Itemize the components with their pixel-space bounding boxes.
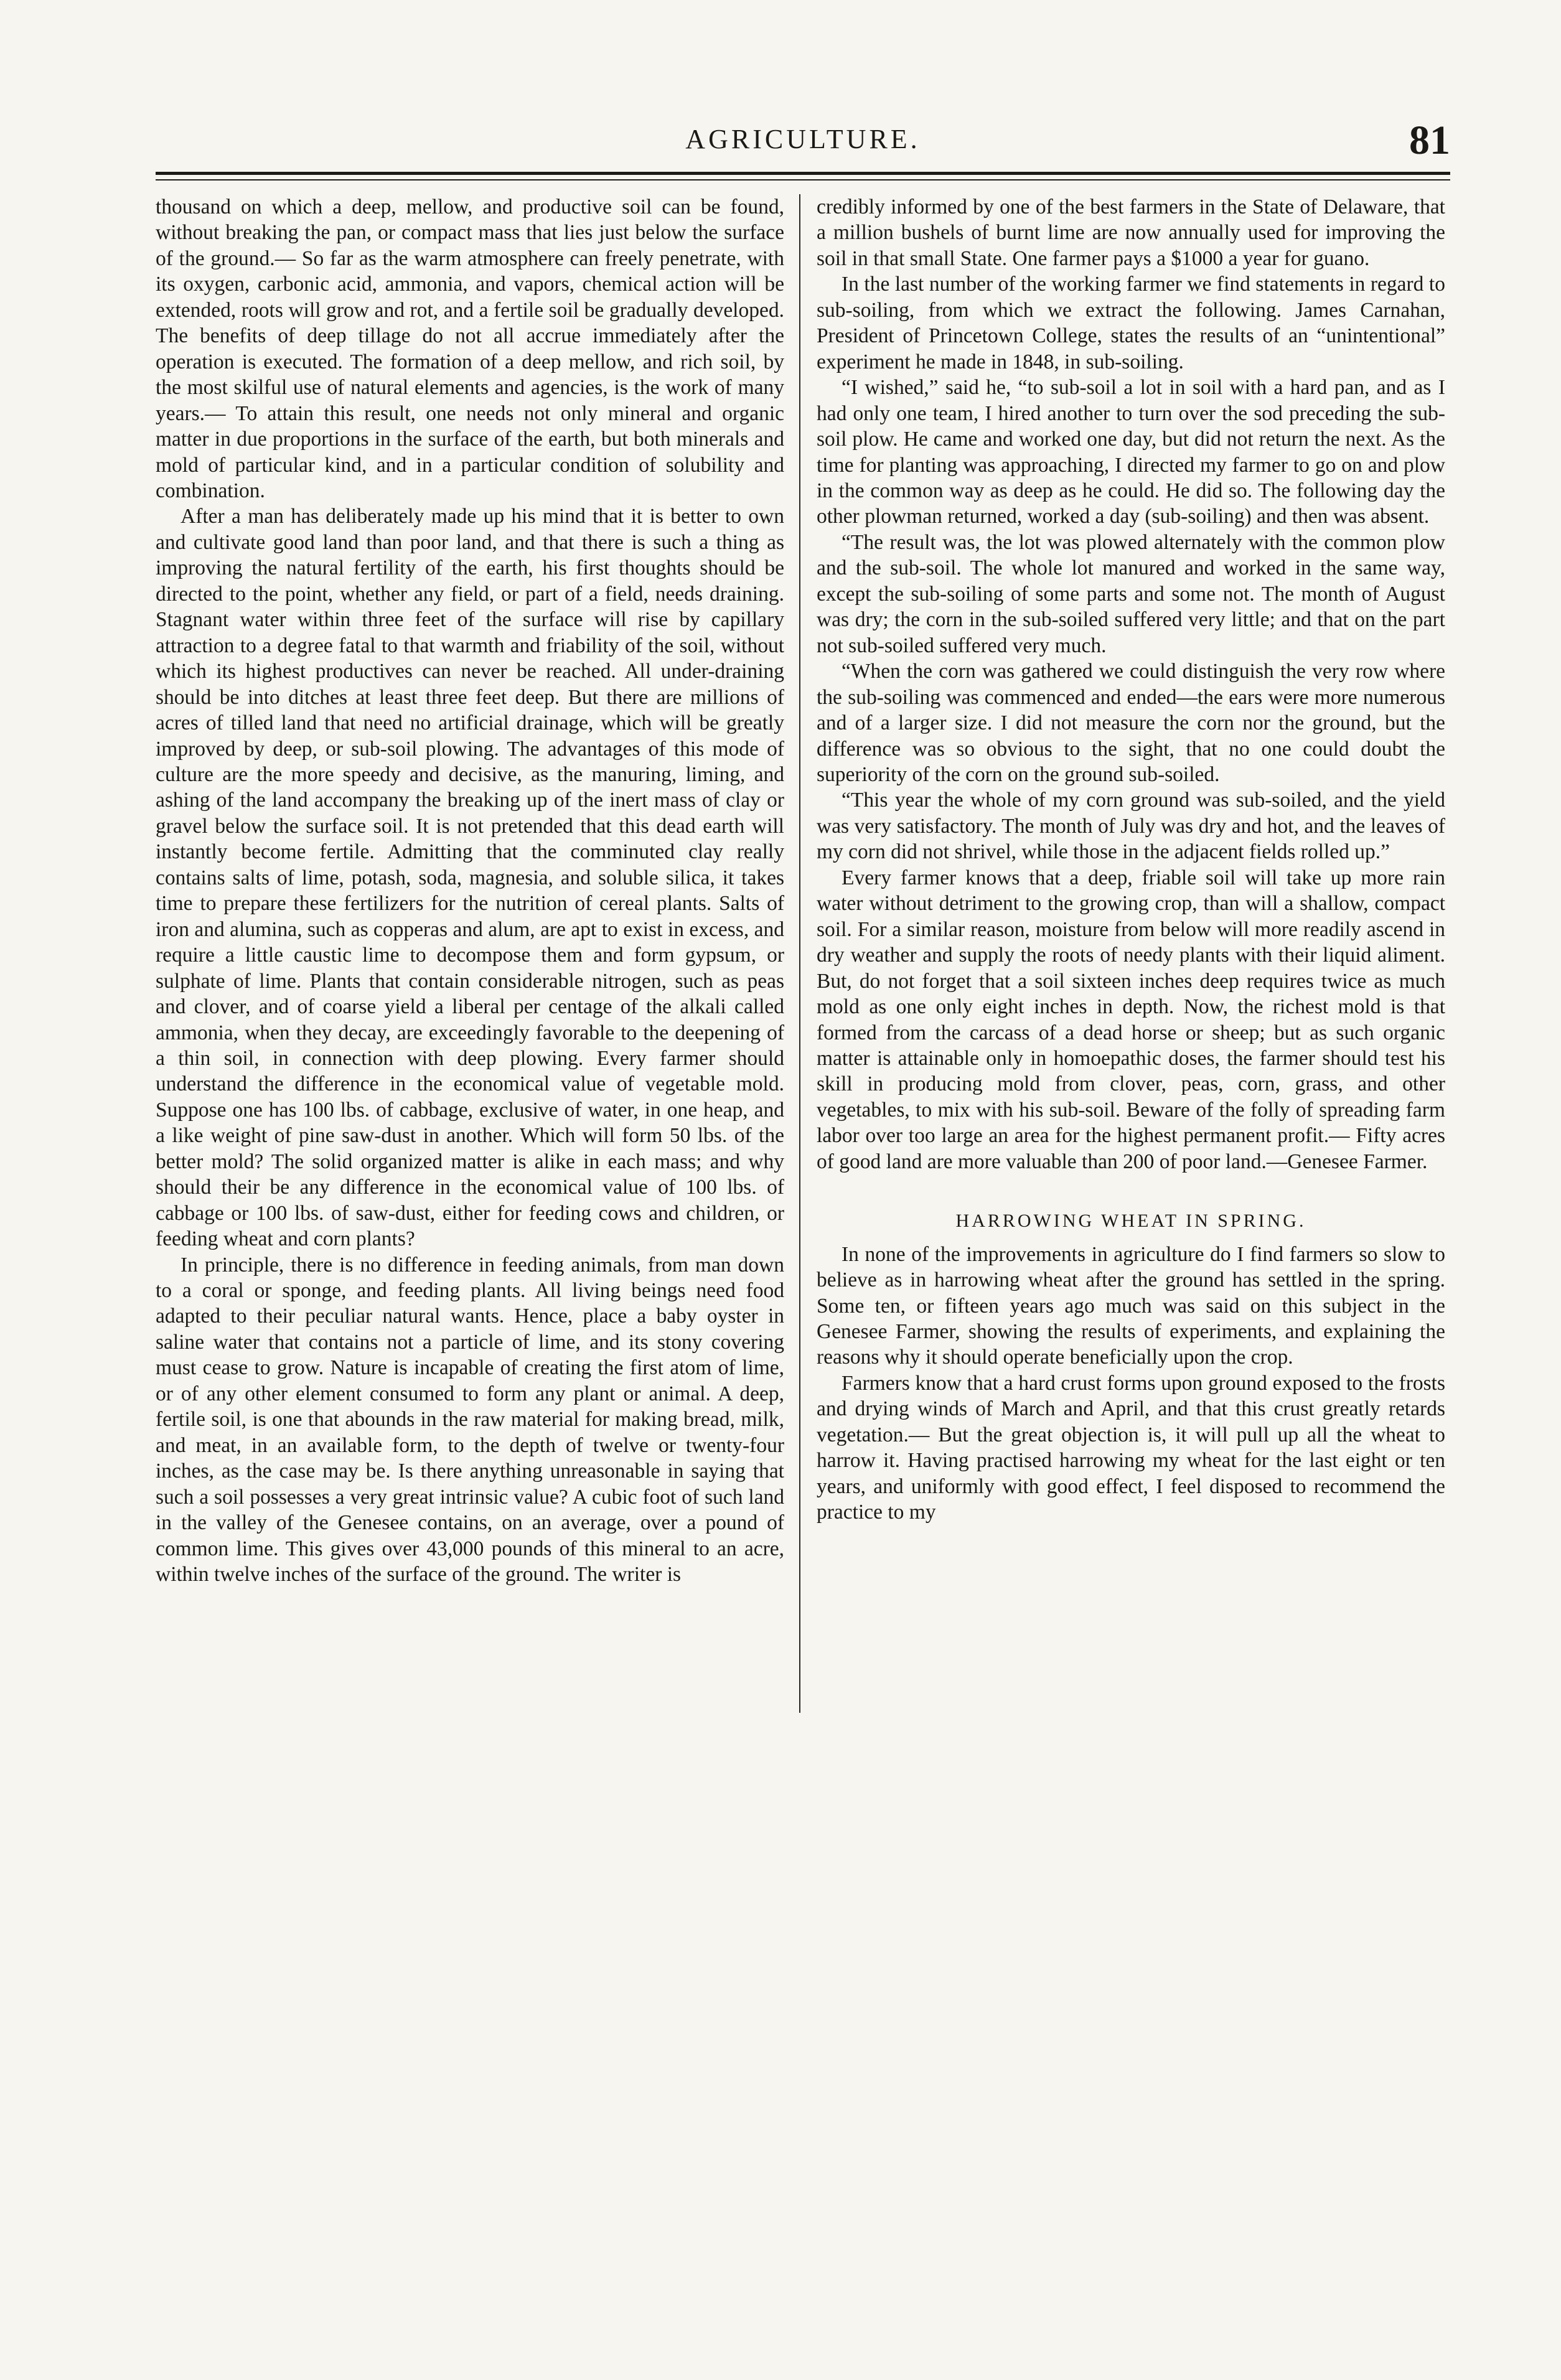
right-paragraph-3: “I wished,” said he, “to sub-soil a lot in soil with a hard pan, and as I had only one team, I hired another to turn over the sod preceding the sub-soil plow. He came and worked one day, but did not return the next. As the time for planting was approaching, I directed my farmer to go on and plow in the common way as deep as he could. He did so. The following day the other plowman returned, worked a day (sub-soiling) and then was absent.: [817, 376, 1445, 528]
left-paragraph-3: In principle, there is no difference in feeding animals, from man down to a coral or sponge, and feeding plants. All living beings need food adapted to their peculiar natural wants. Hence, place a baby oyster in saline water that contains not a particle of lime, and its stony covering must cease to grow. Nature is incapable of creating the first atom of lime, or of any other element consumed to form any plant or animal. A deep, fertile soil, is one that abounds in the raw material for making bread, milk, and meat, in an available form, to the depth of twelve or twenty-four inches, as the case may be. Is there anything unreasonable in saying that such a soil possesses a very great intrinsic value? A cubic foot of such land in the valley of the Genesee contains, on an average, over a pound of common lime. This gives over 43,000 pounds of this mineral to an acre, within twelve inches of the surface of the ground. The writer is: [156, 1253, 784, 1586]
section-heading: HARROWING WHEAT IN SPRING.: [955, 1211, 1306, 1232]
right-paragraph-2: In the last number of the working farmer we find statements in regard to sub-soiling, from which we extract the following. James Carnahan, President of Princetown College, states the results of an “unintentional” experiment he made in 1848, in sub-soiling.: [817, 273, 1445, 373]
right-paragraph-5: “When the corn was gathered we could distinguish the very row where the sub-soiling was commenced and ended—the ears were more numerous and of a larger size. I did not measure the corn nor the ground, but the difference was so obvious to the sight, that no one could doubt the superiority of the corn on the ground sub-soiled.: [817, 660, 1445, 786]
column-divider: [799, 194, 800, 1713]
left-paragraph-1: thousand on which a deep, mellow, and productive soil can be found, without breaking the pan, or compact mass that lies just below the surface of the ground.— So far as the warm atmosphere can freely penetrate, with its oxygen, carbonic acid, ammonia, and vapors, chemical action will be extended, roots will grow and rot, and a fertile soil be gradually developed. The benefits of deep tillage do not all accrue immediately after the operation is executed. The formation of a deep mellow, and rich soil, by the most skilful use of natural elements and agencies, is the work of many years.— To attain this result, one needs not only mineral and organic matter in due proportions in the surface of the earth, but both minerals and mold of particular kind, and in a particular condition of solubility and combination.: [156, 195, 784, 502]
running-title: AGRICULTURE.: [685, 124, 921, 154]
right-paragraph-6: “This year the whole of my corn ground was sub-soiled, and the yield was very satisfactory. The month of July was dry and hot, and the leaves of my corn did not shrivel, while those in the adjacent fields rolled up.”: [817, 789, 1445, 864]
right-paragraph-1: credibly informed by one of the best farmers in the State of Delaware, that a million bushels of burnt lime are now annually used for improving the soil in that small State. One farmer pays a $1000 a year for guano.: [817, 195, 1445, 270]
right-column: [817, 194, 1445, 2310]
section-paragraph-1: In none of the improvements in agriculture do I find farmers so slow to believe as in harrowing wheat after the ground has settled in the spring. Some ten, or fifteen years ago much was said on this subject in the Genesee Farmer, showing the results of experiments, and explaining the reasons why it should operate beneficially upon the crop.: [817, 1242, 1445, 1369]
page-number: 81: [1409, 118, 1450, 163]
section-paragraph-2: Farmers know that a hard crust forms upon ground exposed to the frosts and drying winds of March and April, and that this crust greatly retards vegetation.— But the great objection is, it will pull up all the wheat to harrow it. Having practised harrowing my wheat for the last eight or ten years, and uniformly with good effect, I feel disposed to recommend the practice to my: [817, 1371, 1445, 1524]
header-rule-thin: [156, 179, 1450, 180]
left-paragraph-2: After a man has deliberately made up his mind that it is better to own and cultivate good land than poor land, and that there is such a thing as improving the natural fertility of the earth, his first thoughts should be directed to the point, whether any field, or part of a field, needs draining. Stagnant water within three feet of the surface will rise by capillary attraction to a degree fatal to that warmth and friability of the soil, without which its highest productives can never be reached. All under-draining should be into ditches at least three feet deep. But there are millions of acres of tilled land that need no artificial drainage, which will be greatly improved by deep, or sub-soil plowing. The advantages of this mode of culture are the more speedy and decisive, as the manuring, liming, and ashing of the land accompany the breaking up of the inert mass of clay or gravel below the surface soil. It is not pretended that this dead earth will instantly become fertile. Admitting that the comminuted clay really contains salts of lime, potash, soda, magnesia, and soluble silica, it takes time to prepare these fertilizers for the nutrition of cereal plants. Salts of iron and alumina, such as copperas and alum, are apt to exist in excess, and require a little caustic lime to decompose them and form gypsum, or sulphate of lime. Plants that contain considerable nitrogen, such as peas and clover, and of coarse yield a liberal per centage of the alkali called ammonia, when they decay, are exceedingly favorable to the deepening of a thin soil, in connection with deep plowing. Every farmer should understand the difference in the economical value of vegetable mold. Suppose one has 100 lbs. of cabbage, exclusive of water, in one heap, and a like weight of pine saw-dust in another. Which will form 50 lbs. of the better mold? The solid organized matter is alike in each mass; and why should their be any difference in the economical value of 100 lbs. of cabbage or 100 lbs. of saw-dust, either for feeding cows and children, or feeding wheat and corn plants?: [156, 505, 784, 1251]
right-paragraph-7: Every farmer knows that a deep, friable soil will take up more rain water without detriment to the growing crop, than will a shallow, compact soil. For a similar reason, moisture from below will more readily ascend in dry weather and supply the roots of needy plants with their liquid aliment. But, do not forget that a soil sixteen inches deep requires twice as much mold as one only eight inches in depth. Now, the richest mold is that formed from the carcass of a dead horse or sheep; but as such organic matter is attainable only in homoepathic doses, the farmer should test his skill in producing mold from clover, peas, corn, grass, and other vegetables, to mix with his sub-soil. Beware of the folly of spreading farm labor over too large an area for the highest permanent profit.— Fifty acres of good land are more valuable than 200 of poor land.—Genesee Farmer.: [817, 866, 1445, 1173]
page-header: [156, 117, 1450, 167]
right-paragraph-4: “The result was, the lot was plowed alternately with the common plow and the sub-soil. The whole lot manured and worked in the same way, except the sub-soiling of some parts and some not. The month of August was dry; the corn in the sub-soiled suffered very little; and that on the part not sub-soiled suffered very much.: [817, 530, 1445, 657]
left-column: [156, 194, 784, 2310]
header-rule-thick: [156, 172, 1450, 175]
